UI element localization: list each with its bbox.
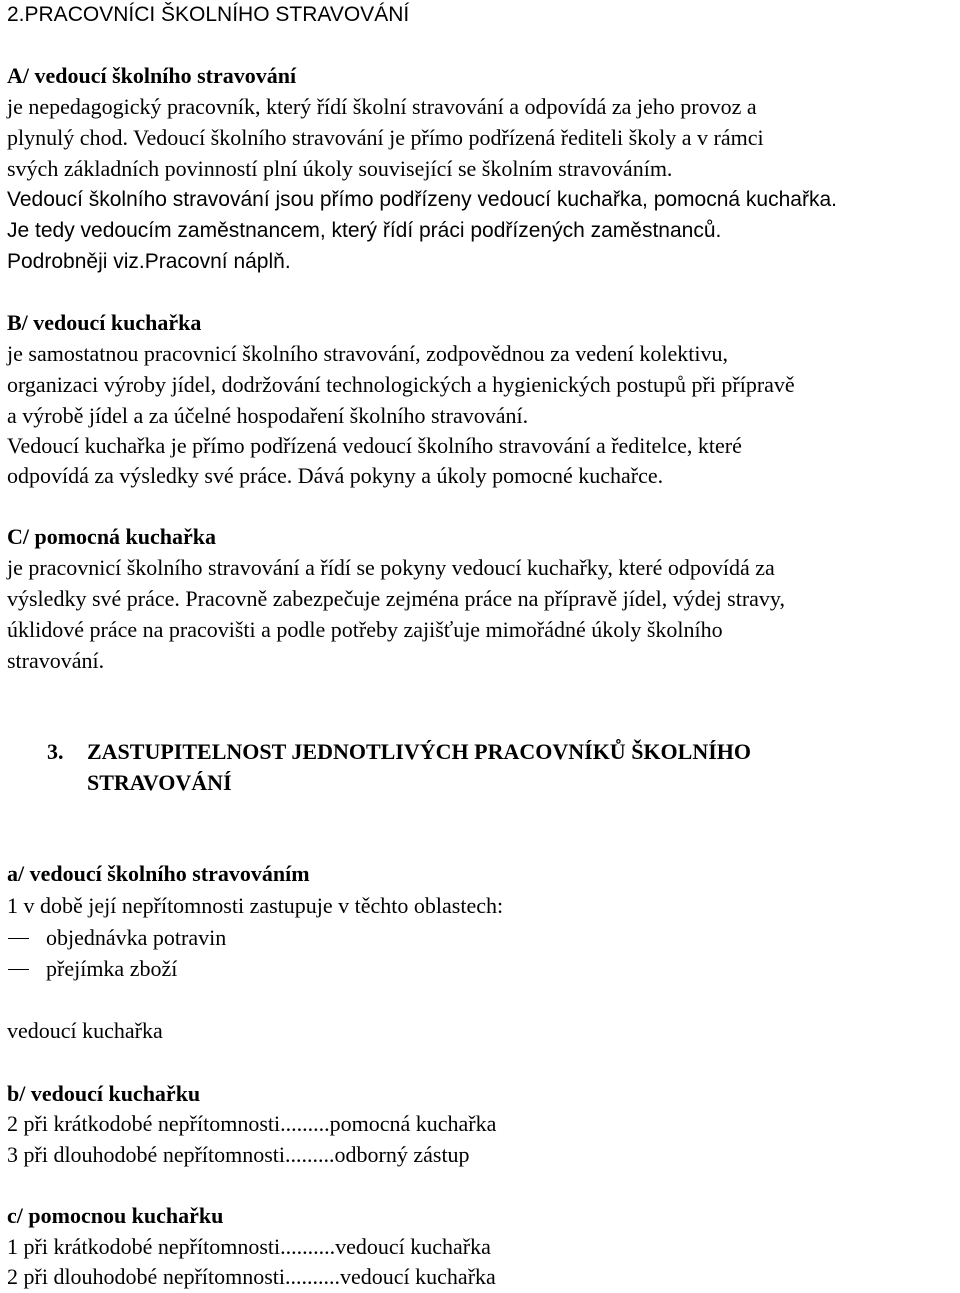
- section-b-title: B/ vedoucí kuchařka: [7, 310, 202, 335]
- section-c-line: je pracovnicí školního stravování a řídí se pokyny vedoucí kuchařky, které odpovídá za: [7, 555, 775, 580]
- list-dash-icon: [8, 938, 29, 939]
- section-3-number: 3.: [47, 739, 64, 764]
- section-b-line: a výrobě jídel a za účelné hospodaření školního stravování.: [7, 403, 529, 428]
- subsection-a-substitute: vedoucí kuchařka: [7, 1018, 163, 1043]
- section-a-line: Vedoucí školního stravování jsou přímo podřízeny vedoucí kuchařka, pomocná kuchařka.: [7, 188, 837, 211]
- section-a-line: plynulý chod. Vedoucí školního stravování je přímo podřízená řediteli školy a v rámci: [7, 125, 764, 150]
- section-a-line: svých základních povinností plní úkoly související se školním stravováním.: [7, 156, 673, 181]
- section-3-heading: STRAVOVÁNÍ: [87, 770, 232, 795]
- subsection-c-line: 2 při dlouhodobé nepřítomnosti..........vedoucí kuchařka: [7, 1264, 496, 1289]
- subsection-b-line: 3 při dlouhodobé nepřítomnosti.........odborný zástup: [7, 1142, 470, 1167]
- section-a-line: Je tedy vedoucím zaměstnancem, který řídí práci podřízených zaměstnanců.: [7, 219, 722, 242]
- section-c-line: stravování.: [7, 648, 105, 673]
- section-a-title: A/ vedoucí školního stravování: [7, 63, 297, 88]
- section-3-heading: ZASTUPITELNOST JEDNOTLIVÝCH PRACOVNÍKŮ ŠKOLNÍHO: [87, 739, 751, 764]
- section-a-line: Podrobněji viz.Pracovní náplň.: [7, 250, 291, 273]
- subsection-a-title: a/ vedoucí školního stravováním: [7, 861, 310, 886]
- subsection-c-line: 1 při krátkodobé nepřítomnosti..........vedoucí kuchařka: [7, 1234, 491, 1259]
- section-2-heading: 2.PRACOVNÍCI ŠKOLNÍHO STRAVOVÁNÍ: [7, 3, 410, 26]
- subsection-c-title: c/ pomocnou kuchařku: [7, 1203, 224, 1228]
- list-item: objednávka potravin: [46, 925, 227, 950]
- section-b-line: odpovídá za výsledky své práce. Dává pokyny a úkoly pomocné kuchařce.: [7, 463, 664, 488]
- section-b-line: organizaci výroby jídel, dodržování technologických a hygienických postupů při přípravě: [7, 372, 795, 397]
- section-a-line: je nepedagogický pracovník, který řídí školní stravování a odpovídá za jeho provoz a: [7, 94, 757, 119]
- section-c-line: výsledky své práce. Pracovně zabezpečuje zejména práce na přípravě jídel, výdej stravy,: [7, 586, 785, 611]
- section-c-title: C/ pomocná kuchařka: [7, 524, 217, 549]
- section-c-line: úklidové práce na pracovišti a podle potřeby zajišťuje mimořádné úkoly školního: [7, 617, 723, 642]
- section-b-line: Vedoucí kuchařka je přímo podřízená vedoucí školního stravování a ředitelce, které: [7, 433, 742, 458]
- section-b-line: je samostatnou pracovnicí školního stravování, zodpovědnou za vedení kolektivu,: [7, 341, 728, 366]
- subsection-a-intro: 1 v době její nepřítomnosti zastupuje v těchto oblastech:: [7, 893, 504, 918]
- list-item: přejímka zboží: [46, 956, 178, 981]
- subsection-b-title: b/ vedoucí kuchařku: [7, 1081, 201, 1106]
- subsection-b-line: 2 při krátkodobé nepřítomnosti.........pomocná kuchařka: [7, 1111, 497, 1136]
- list-dash-icon: [8, 969, 29, 970]
